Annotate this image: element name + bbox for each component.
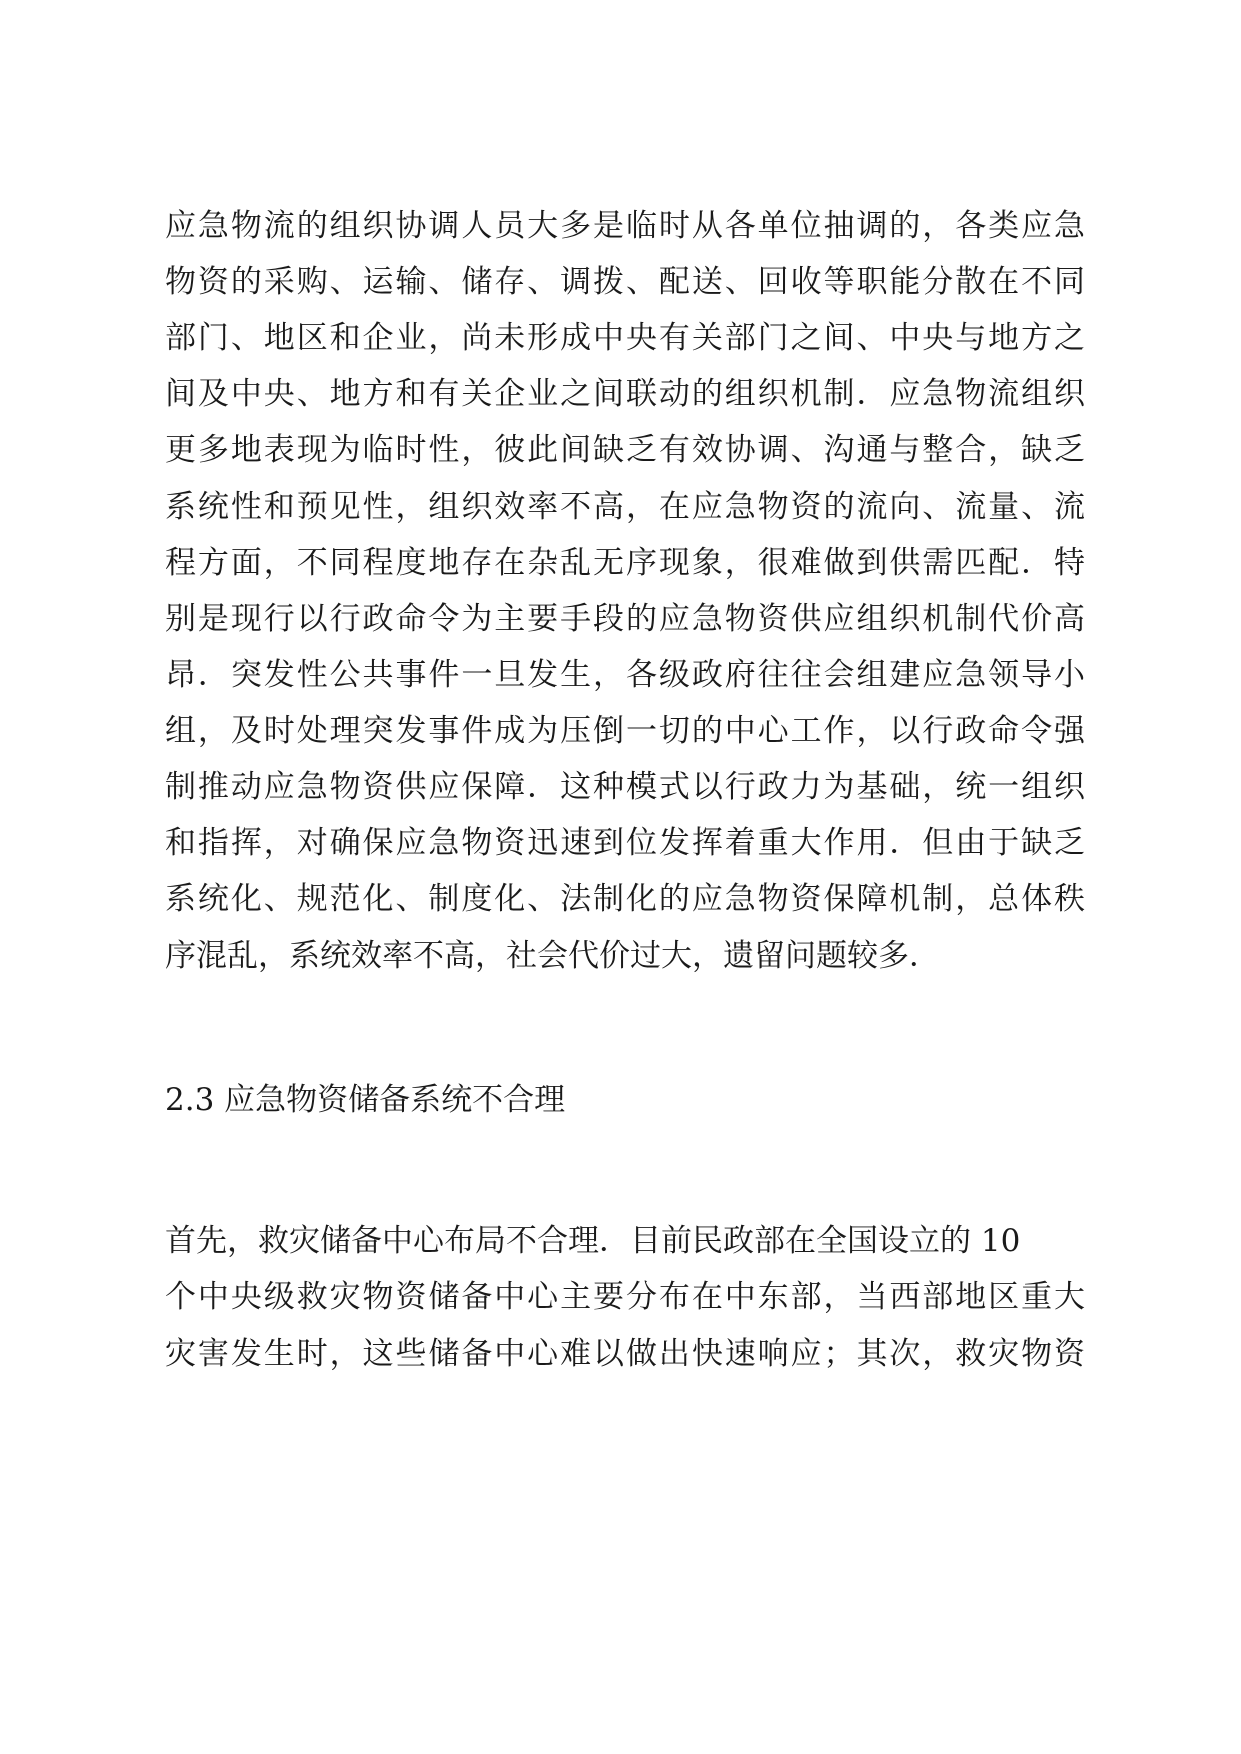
section-heading: 2.3 应急物资储备系统不合理 (165, 1082, 566, 1118)
text-line: 系统化、规范化、制度化、法制化的应急物资保障机制，总体秩 (165, 881, 1085, 917)
text-line: 组，及时处理突发事件成为压倒一切的中心工作，以行政命令强 (165, 713, 1085, 749)
text-line: 制推动应急物资供应保障．这种模式以行政力为基础，统一组织 (165, 769, 1085, 805)
text-line: 和指挥，对确保应急物资迅速到位发挥着重大作用．但由于缺乏 (165, 825, 1085, 861)
text-line: 部门、地区和企业，尚未形成中央有关部门之间、中央与地方之 (165, 320, 1085, 356)
text-line: 系统性和预见性，组织效率不高，在应急物资的流向、流量、流 (165, 489, 1085, 525)
text-line: 物资的采购、运输、储存、调拨、配送、回收等职能分散在不同 (165, 264, 1085, 300)
text-line: 个中央级救灾物资储备中心主要分布在中东部，当西部地区重大 (165, 1279, 1085, 1315)
text-line: 昂．突发性公共事件一旦发生，各级政府往往会组建应急领导小 (165, 657, 1085, 693)
text-line: 应急物流的组织协调人员大多是临时从各单位抽调的，各类应急 (165, 208, 1085, 244)
text-line: 序混乱，系统效率不高，社会代价过大，遗留问题较多． (165, 938, 940, 974)
text-line: 更多地表现为临时性，彼此间缺乏有效协调、沟通与整合，缺乏 (165, 432, 1085, 468)
text-line: 间及中央、地方和有关企业之间联动的组织机制．应急物流组织 (165, 376, 1085, 412)
text-line: 首先，救灾储备中心布局不合理．目前民政部在全国设立的 10 (165, 1223, 1021, 1259)
text-line: 灾害发生时，这些储备中心难以做出快速响应；其次，救灾物资 (165, 1336, 1085, 1372)
text-line: 别是现行以行政命令为主要手段的应急物资供应组织机制代价高 (165, 601, 1085, 637)
text-line: 程方面，不同程度地存在杂乱无序现象，很难做到供需匹配．特 (165, 545, 1085, 581)
